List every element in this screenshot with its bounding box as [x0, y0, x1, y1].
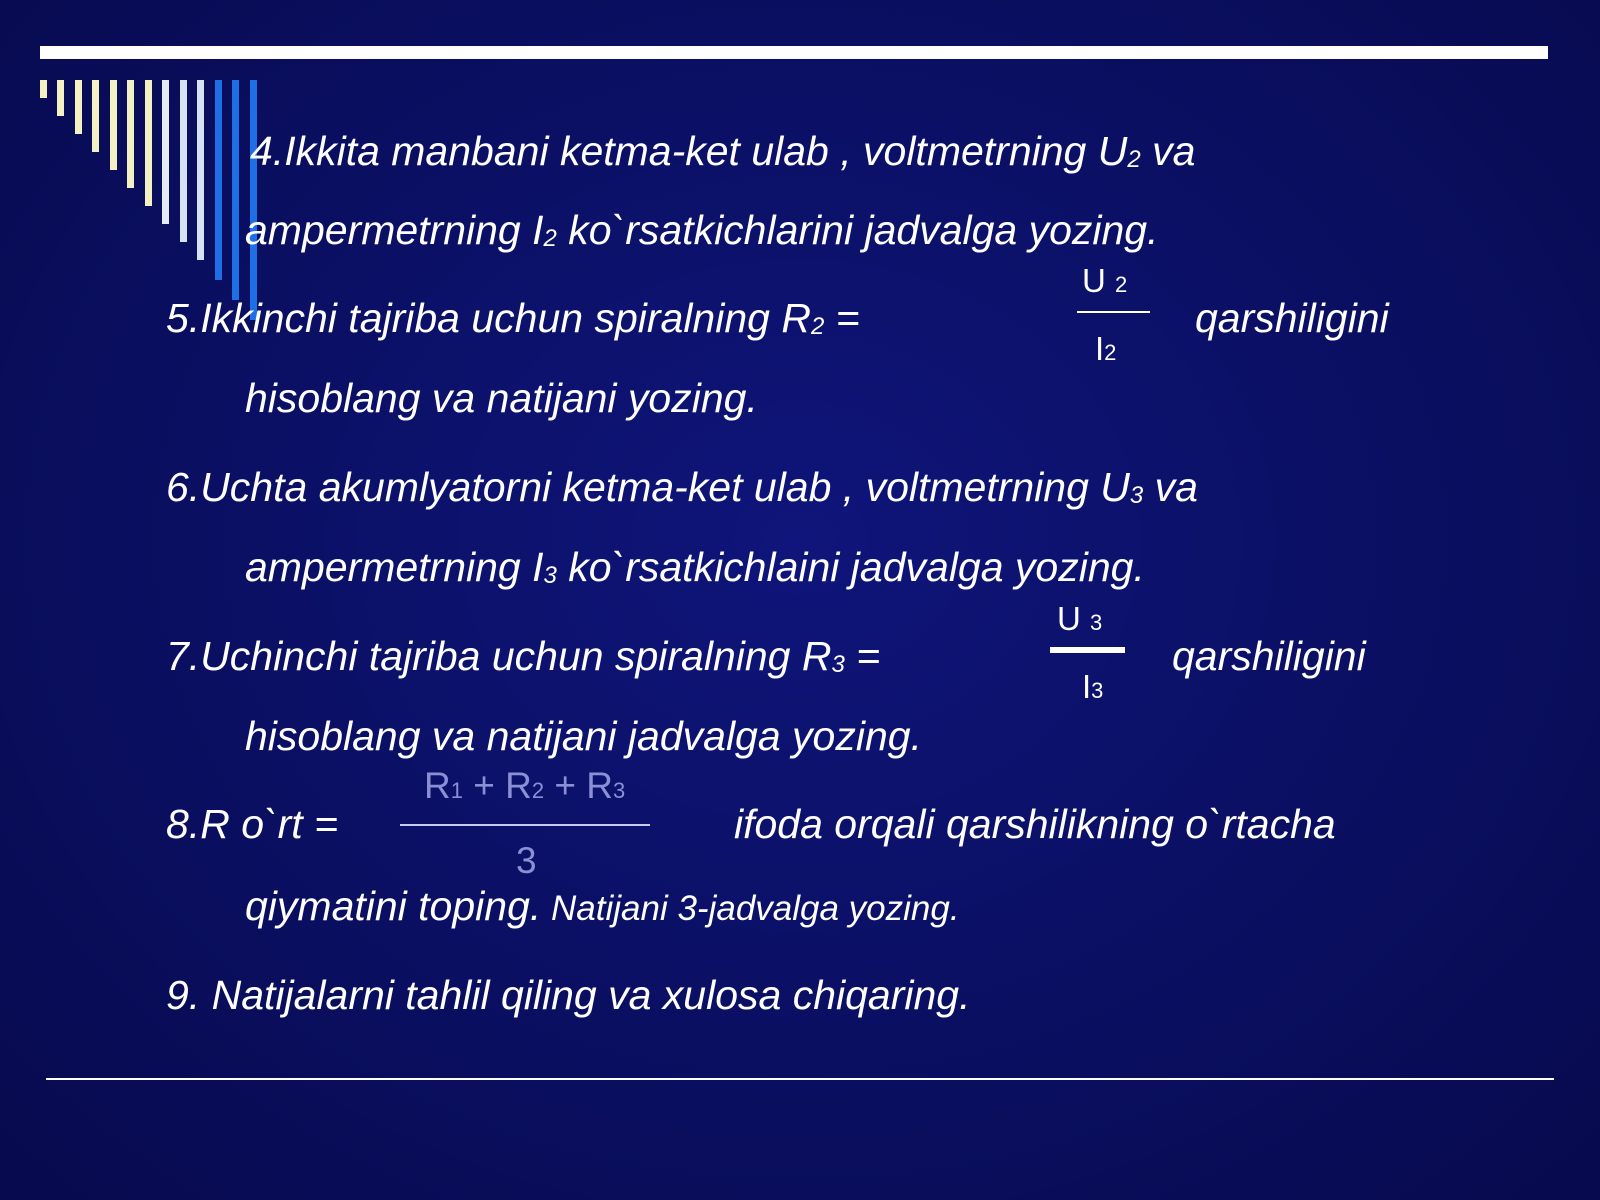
step-7-fraction-numerator: U 3	[1057, 600, 1103, 637]
bottom-rule	[46, 1078, 1554, 1080]
step-8-fraction-bar	[400, 824, 650, 826]
step-5-fraction-bar	[1077, 311, 1150, 313]
step-8-fraction-numerator: R1 + R2 + R3	[424, 765, 626, 806]
step-8-fraction-denominator: 3	[516, 840, 537, 881]
step-8-line-1-end: ifoda orqali qarshilikning o`rtacha	[734, 801, 1336, 847]
step-8-line-2: qiymatini toping. Natijani 3-jadvalga yozing.	[245, 883, 960, 929]
step-9-line: 9. Natijalarni tahlil qiling va xulosa chiqaring.	[166, 972, 971, 1018]
step-7-line-2: hisoblang va natijani jadvalga yozing.	[245, 713, 922, 759]
decorative-bars	[40, 80, 280, 320]
step-5-line-1-end: qarshiligini	[1195, 295, 1389, 341]
top-rule	[40, 46, 1548, 59]
step-5-fraction-numerator: U 2	[1082, 262, 1128, 299]
step-7-line-1: 7.Uchinchi tajriba uchun spiralning R3 =	[166, 633, 881, 679]
step-5-line-2: hisoblang va natijani yozing.	[245, 375, 758, 421]
step-5-fraction-denominator: I2	[1095, 330, 1117, 367]
step-7-fraction-denominator: I3	[1082, 668, 1104, 705]
step-7-fraction-bar	[1050, 647, 1125, 653]
step-6-line-2: ampermetrning I3 ko`rsatkichlaini jadvalga yozing.	[245, 544, 1145, 590]
step-7-line-1-end: qarshiligini	[1172, 633, 1366, 679]
step-8-line-1: 8.R o`rt =	[166, 801, 339, 847]
step-6-line-1: 6.Uchta akumlyatorni ketma-ket ulab , voltmetrning U3 va	[166, 464, 1198, 510]
step-4-line-2: ampermetrning I2 ko`rsatkichlarini jadvalga yozing.	[245, 207, 1159, 253]
step-4-line-1: 4.Ikkita manbani ketma-ket ulab , voltmetrning U2 va	[250, 128, 1196, 174]
step-5-line-1: 5.Ikkinchi tajriba uchun spiralning R2 =	[166, 295, 860, 341]
